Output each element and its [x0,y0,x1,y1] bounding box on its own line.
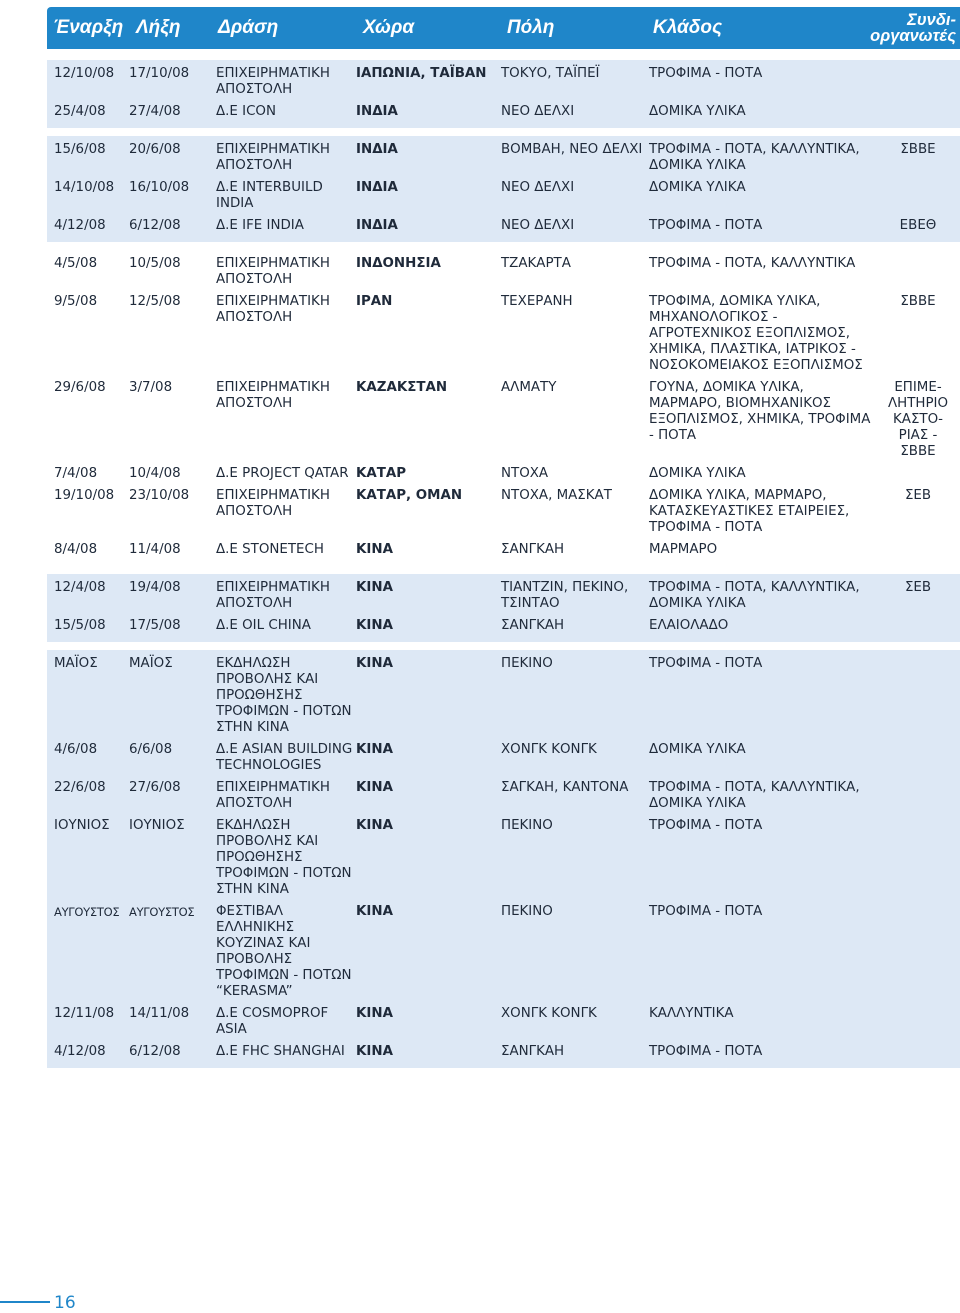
cell-action: Δ.Ε PROJECT QATAR [216,466,349,481]
cell-city: ΠΕΚΙΝΟ [501,904,553,919]
cell-country: ΚΙΝΑ [356,618,393,633]
cell-action: ΕΠΙΧΕΙΡΗΜΑΤΙΚΗ ΑΠΟΣΤΟΛΗ [216,580,330,611]
table-row [47,815,960,901]
table-row [47,901,960,1003]
cell-coorganizer [879,256,957,288]
cell-country: ΙΝΔΙΑ [356,180,398,195]
cell-start: 8/4/08 [54,542,98,557]
cell-city: ΧΟΝΓΚ ΚΟΝΓΚ [501,1006,597,1021]
cell-sector: ΔΟΜΙΚΑ ΥΛΙΚΑ [649,466,746,481]
cell-country: ΚΑΤΑΡ, ΟΜΑΝ [356,488,463,503]
header-start: Έναρξη [53,17,124,38]
cell-end: 27/6/08 [129,780,181,795]
cell-action: ΕΚΔΗΛΩΣΗ ΠΡΟΒΟΛΗΣ ΚΑΙ ΠΡΟΩΘΗΣΗΣ ΤΡΟΦΙΜΩΝ - ΠΟΤΩΝ ΣΤΗΝ ΚΙΝΑ [216,818,352,897]
cell-start: 12/11/08 [54,1006,115,1021]
cell-end: 20/6/08 [129,142,181,157]
table-section [47,136,960,242]
cell-start: ΙΟΥΝΙΟΣ [54,818,110,833]
cell-city: ΣΑΓΚΑΗ, ΚΑΝΤΟΝΑ [501,780,629,795]
cell-start: 19/10/08 [54,488,115,503]
header-end: Λήξη [136,17,181,38]
cell-start: 12/4/08 [54,580,106,595]
cell-start: 4/6/08 [54,742,98,757]
cell-city: ΝΤΟΧΑ, ΜΑΣΚΑΤ [501,488,612,503]
cell-sector: ΤΡΟΦΙΜΑ - ΠΟΤΑ, ΚΑΛΛΥΝΤΙΚΑ, ΔΟΜΙΚΑ ΥΛΙΚΑ [649,780,860,811]
cell-city: ΑΛΜΑΤΥ [501,380,557,395]
cell-city: ΤΕΧΕΡΑΝΗ [501,294,573,309]
cell-city: ΤΙΑΝΤΖΙΝ, ΠΕΚΙΝΟ, ΤΣΙΝΤΑΟ [501,580,629,611]
cell-city: ΤΖΑΚΑΡΤΑ [501,256,571,271]
cell-start: 15/5/08 [54,618,106,633]
cell-sector: ΚΑΛΛΥΝΤΙΚΑ [649,1006,734,1021]
cell-coorganizer [879,1044,957,1060]
cell-city: ΤΟΚΥΟ, ΤΑΪΠΕΪ [501,66,600,81]
cell-country: ΙΝΔΙΑ [356,218,398,233]
table-section [47,574,960,642]
cell-start: ΑΥΓΟΥΣΤΟΣ [54,905,120,919]
cell-end: 6/6/08 [129,742,173,757]
cell-city: ΧΟΝΓΚ ΚΟΝΓΚ [501,742,597,757]
cell-city: ΝΕΟ ΔΕΛΧΙ [501,180,575,195]
cell-end: ΙΟΥΝΙΟΣ [129,818,185,833]
cell-coorganizer [879,1006,957,1038]
cell-action: ΕΠΙΧΕΙΡΗΜΑΤΙΚΗ ΑΠΟΣΤΟΛΗ [216,380,330,411]
cell-start: 4/5/08 [54,256,98,271]
cell-start: 22/6/08 [54,780,106,795]
cell-end: 3/7/08 [129,380,173,395]
cell-sector: ΔΟΜΙΚΑ ΥΛΙΚΑ [649,104,746,119]
cell-sector: ΤΡΟΦΙΜΑ - ΠΟΤΑ [649,66,763,81]
header-coorganizers-line2: οργανωτές [870,27,956,45]
cell-coorganizer [879,466,957,482]
cell-coorganizer: ΕΠΙΜΕ-ΛΗΤΗΡΙΟ ΚΑΣΤΟ-ΡΙΑΣ - ΣΒΒΕ [887,380,949,459]
cell-coorganizer [879,904,957,1000]
cell-coorganizer: ΣΕΒ [904,488,932,503]
table-row [47,139,960,177]
cell-city: ΣΑΝΓΚΑΗ [501,618,565,633]
cell-sector: ΓΟΥΝΑ, ΔΟΜΙΚΑ ΥΛΙΚΑ, ΜΑΡΜΑΡΟ, ΒΙΟΜΗΧΑΝΙΚΟΣ ΕΞΟΠΛΙΣΜΟΣ, ΧΗΜΙΚΑ, ΤΡΟΦΙΜΑ - ΠΟΤΑ [649,380,871,443]
cell-action: Δ.Ε INTERBUILD INDIA [216,180,323,211]
cell-action: ΕΠΙΧΕΙΡΗΜΑΤΙΚΗ ΑΠΟΣΤΟΛΗ [216,780,330,811]
cell-country: ΙΡΑΝ [356,294,393,309]
table-section [47,250,960,566]
cell-sector: ΤΡΟΦΙΜΑ - ΠΟΤΑ [649,656,763,671]
cell-action: ΕΠΙΧΕΙΡΗΜΑΤΙΚΗ ΑΠΟΣΤΟΛΗ [216,488,330,519]
header-coorganizers-line1: Συνδι- [907,11,956,29]
cell-coorganizer [879,780,957,812]
cell-start: 25/4/08 [54,104,106,119]
cell-end: 11/4/08 [129,542,181,557]
table-row [47,653,960,739]
cell-city: ΒΟΜΒΑΗ, ΝΕΟ ΔΕΛΧΙ [501,142,643,157]
cell-end: 17/5/08 [129,618,181,633]
cell-action: Δ.Ε COSMOPROF ASIA [216,1006,329,1037]
cell-sector: ΤΡΟΦΙΜΑ - ΠΟΤΑ [649,818,763,833]
cell-sector: ΜΑΡΜΑΡΟ [649,542,718,557]
cell-start: 14/10/08 [54,180,115,195]
header-sector: Κλάδος [653,17,723,38]
cell-sector: ΤΡΟΦΙΜΑ - ΠΟΤΑ [649,1044,763,1059]
cell-coorganizer: ΣΒΒΕ [900,142,936,157]
cell-coorganizer [879,66,957,98]
events-table [47,7,960,1076]
header-city: Πόλη [507,17,555,38]
table-row [47,577,960,615]
cell-coorganizer [879,818,957,898]
cell-country: ΚΙΝΑ [356,742,393,757]
table-row [47,463,960,485]
cell-country: ΙΑΠΩΝΙΑ, ΤΑΪΒΑΝ [356,66,487,81]
page-number: 16 [54,1293,76,1313]
cell-start: 12/10/08 [54,66,115,81]
cell-end: ΑΥΓΟΥΣΤΟΣ [129,905,195,919]
table-row [47,777,960,815]
cell-sector: ΔΟΜΙΚΑ ΥΛΙΚΑ [649,180,746,195]
cell-city: ΝΕΟ ΔΕΛΧΙ [501,218,575,233]
cell-end: 14/11/08 [129,1006,190,1021]
cell-end: 23/10/08 [129,488,190,503]
header-country: Χώρα [363,17,415,38]
header-coorganizers [870,7,956,49]
cell-coorganizer [879,180,957,212]
table-row [47,485,960,539]
cell-sector: ΤΡΟΦΙΜΑ - ΠΟΤΑ, ΚΑΛΛΥΝΤΙΚΑ, ΔΟΜΙΚΑ ΥΛΙΚΑ [649,580,860,611]
cell-end: 6/12/08 [129,1044,181,1059]
cell-start: 29/6/08 [54,380,106,395]
cell-coorganizer [879,104,957,120]
cell-start: 4/12/08 [54,218,106,233]
cell-city: ΠΕΚΙΝΟ [501,656,553,671]
cell-action: Δ.Ε IFE INDIA [216,218,304,233]
cell-city: ΝΤΟΧΑ [501,466,549,481]
table-row [47,101,960,123]
cell-country: ΚΙΝΑ [356,1006,393,1021]
table-row [47,539,960,561]
cell-sector: ΤΡΟΦΙΜΑ - ΠΟΤΑ [649,218,763,233]
table-row [47,1003,960,1041]
table-row [47,615,960,637]
cell-sector: ΤΡΟΦΙΜΑ - ΠΟΤΑ [649,904,763,919]
cell-end: 16/10/08 [129,180,190,195]
table-row [47,377,960,463]
cell-sector: ΔΟΜΙΚΑ ΥΛΙΚΑ [649,742,746,757]
cell-end: 27/4/08 [129,104,181,119]
cell-country: ΚΙΝΑ [356,580,393,595]
cell-end: 12/5/08 [129,294,181,309]
cell-sector: ΔΟΜΙΚΑ ΥΛΙΚΑ, ΜΑΡΜΑΡΟ, ΚΑΤΑΣΚΕΥΑΣΤΙΚΕΣ ΕΤΑΙΡΕΙΕΣ, ΤΡΟΦΙΜΑ - ΠΟΤΑ [649,488,850,535]
table-row [47,63,960,101]
cell-city: ΣΑΝΓΚΑΗ [501,542,565,557]
table-row [47,253,960,291]
cell-country: ΙΝΔΙΑ [356,104,398,119]
cell-start: 4/12/08 [54,1044,106,1059]
cell-country: ΚΙΝΑ [356,818,393,833]
cell-coorganizer [879,542,957,558]
table-row [47,177,960,215]
cell-end: 6/12/08 [129,218,181,233]
cell-action: ΕΚΔΗΛΩΣΗ ΠΡΟΒΟΛΗΣ ΚΑΙ ΠΡΟΩΘΗΣΗΣ ΤΡΟΦΙΜΩΝ - ΠΟΤΩΝ ΣΤΗΝ ΚΙΝΑ [216,656,352,735]
cell-country: ΚΙΝΑ [356,542,393,557]
cell-city: ΠΕΚΙΝΟ [501,818,553,833]
footer-rule [0,1301,50,1303]
cell-action: ΕΠΙΧΕΙΡΗΜΑΤΙΚΗ ΑΠΟΣΤΟΛΗ [216,294,330,325]
cell-country: ΚΙΝΑ [356,656,393,671]
cell-coorganizer [879,656,957,736]
cell-action: ΕΠΙΧΕΙΡΗΜΑΤΙΚΗ ΑΠΟΣΤΟΛΗ [216,142,330,173]
cell-city: ΣΑΝΓΚΑΗ [501,1044,565,1059]
cell-sector: ΤΡΟΦΙΜΑ, ΔΟΜΙΚΑ ΥΛΙΚΑ, ΜΗΧΑΝΟΛΟΓΙΚΟΣ - ΑΓΡΟΤΕΧΝΙΚΟΣ ΕΞΟΠΛΙΣΜΟΣ, ΧΗΜΙΚΑ, ΠΛΑΣΤΙΚΑ, ΙΑΤΡΙΚΟΣ - ΝΟΣΟΚΟΜΕΙΑΚΟΣ ΕΞΟΠΛΙΣΜΟΣ [649,294,863,373]
cell-action: Δ.Ε ICON [216,104,276,119]
cell-start: 9/5/08 [54,294,98,309]
cell-start: ΜΑΪΟΣ [54,656,98,671]
cell-country: ΚΙΝΑ [356,1044,393,1059]
cell-coorganizer: ΣΒΒΕ [900,294,936,309]
table-row [47,215,960,237]
cell-country: ΚΑΖΑΚΣΤΑΝ [356,380,448,395]
cell-start: 15/6/08 [54,142,106,157]
cell-action: ΕΠΙΧΕΙΡΗΜΑΤΙΚΗ ΑΠΟΣΤΟΛΗ [216,66,330,97]
cell-end: 10/5/08 [129,256,181,271]
cell-country: ΚΙΝΑ [356,780,393,795]
cell-end: 17/10/08 [129,66,190,81]
cell-action: ΦΕΣΤΙΒΑΛ ΕΛΛΗΝΙΚΗΣ ΚΟΥΖΙΝΑΣ ΚΑΙ ΠΡΟΒΟΛΗΣ ΤΡΟΦΙΜΩΝ - ΠΟΤΩΝ “KERASMA” [216,904,352,999]
cell-country: ΚΙΝΑ [356,904,393,919]
cell-coorganizer [879,618,957,634]
table-row [47,291,960,377]
cell-action: ΕΠΙΧΕΙΡΗΜΑΤΙΚΗ ΑΠΟΣΤΟΛΗ [216,256,330,287]
cell-action: Δ.Ε OIL CHINA [216,618,311,633]
cell-action: Δ.Ε ASIAN BUILDING TECHNOLOGIES [216,742,353,773]
cell-start: 7/4/08 [54,466,98,481]
cell-city: ΝΕΟ ΔΕΛΧΙ [501,104,575,119]
cell-coorganizer: ΣΕΒ [904,580,932,595]
cell-end: 19/4/08 [129,580,181,595]
cell-country: ΙΝΔΙΑ [356,142,398,157]
header-action: Δράση [218,17,279,38]
table-header [47,7,960,49]
table-section [47,60,960,128]
cell-coorganizer: ΕΒΕΘ [899,218,937,233]
cell-sector: ΕΛΑΙΟΛΑΔΟ [649,618,729,633]
cell-action: Δ.Ε STONETECH [216,542,324,557]
cell-end: 10/4/08 [129,466,181,481]
cell-action: Δ.Ε FHC SHANGHAI [216,1044,345,1059]
table-body [47,60,960,1068]
cell-sector: ΤΡΟΦΙΜΑ - ΠΟΤΑ, ΚΑΛΛΥΝΤΙΚΑ, ΔΟΜΙΚΑ ΥΛΙΚΑ [649,142,860,173]
cell-coorganizer [879,742,957,774]
table-row [47,1041,960,1063]
cell-end: ΜΑΪΟΣ [129,656,173,671]
table-section [47,650,960,1068]
cell-country: ΙΝΔΟΝΗΣΙΑ [356,256,441,271]
cell-sector: ΤΡΟΦΙΜΑ - ΠΟΤΑ, ΚΑΛΛΥΝΤΙΚΑ [649,256,856,271]
cell-country: ΚΑΤΑΡ [356,466,407,481]
table-row [47,739,960,777]
